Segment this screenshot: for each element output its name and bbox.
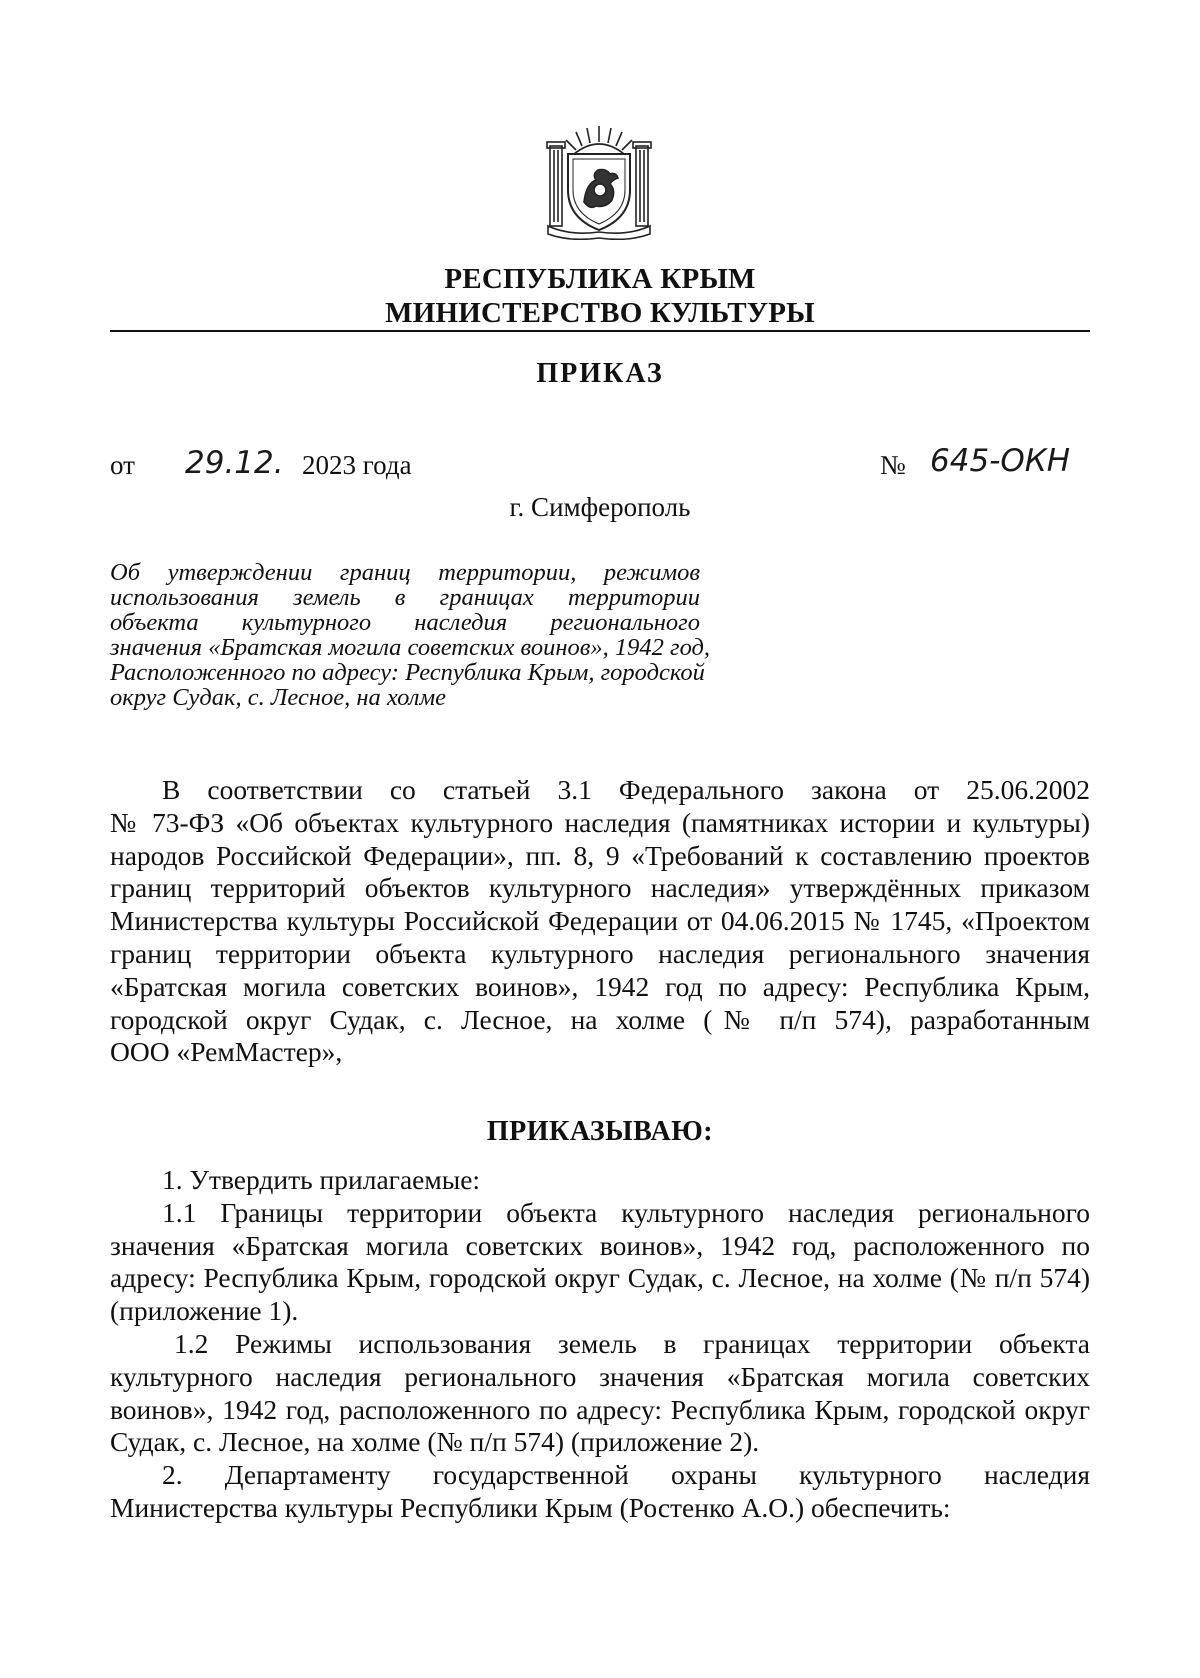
preamble-line: № 73-ФЗ «Об объектах культурного наследия (памятниках истории и культуры) [110,806,1090,838]
preamble-line: границ территории объекта культурного наследия регионального значения [110,937,1090,969]
item-2-line: 2. Департаменту государственной охраны культурного наследия [162,1459,1090,1491]
item-1-1-line: адресу: Республика Крым, городской округ Судак, с. Лесное, на холме (№ п/п 574) [110,1262,1090,1294]
order-items [110,1164,1090,1525]
subject-line: Об утверждении границ территории, режимов [110,559,700,586]
header-ministry: МИНИСТЕРСТВО КУЛЬТУРЫ [385,297,815,329]
city: г. Симферополь [509,492,691,522]
handwritten-order-number: 645-ОКН [930,443,1071,479]
item-1-1-line: 1.1 Границы территории объекта культурного наследия регионального [162,1196,1090,1228]
order-title: ПРИКАЗ [536,358,664,389]
date-from-label: от [110,450,135,480]
preamble-line: Министерства культуры Российской Федерации от 04.06.2015 № 1745, «Проектом [110,905,1090,937]
item-1-2-line: воинов», 1942 год, расположенного по адресу: Республика Крым, городской округ [110,1393,1090,1425]
item-1-2-line: культурного наследия регионального значения «Братская могила советских [110,1360,1090,1392]
preamble-line: «Братская могила советских воинов», 1942 год по адресу: Республика Крым, [110,970,1090,1002]
order-subject [110,559,711,711]
preamble-line: народов Российской Федерации», пп. 8, 9 «Требований к составлению проектов [110,839,1090,871]
date-year: 2023 года [302,450,412,480]
item-1: 1. Утвердить прилагаемые: [162,1164,481,1195]
preamble-line: границ территорий объектов культурного наследия» утверждённых приказом [110,872,1090,904]
item-1-1-line: (приложение 1). [110,1295,299,1327]
subject-line: объекта культурного наследия регионального [110,609,700,636]
orders-heading: ПРИКАЗЫВАЮ: [486,1116,714,1147]
item-1-1-line: значения «Братская могила советских воинов», 1942 год, расположенного по [110,1229,1090,1261]
item-1-2-line: 1.2 Режимы использования земель в границах территории объекта [174,1327,1090,1359]
item-1-2-line: Судак, с. Лесное, на холме (№ п/п 574) (приложение 2). [110,1426,760,1458]
header-divider [110,330,1090,332]
crimea-coat-of-arms-icon [540,120,658,240]
header-republic: РЕСПУБЛИКА КРЫМ [444,263,756,295]
subject-line: значения «Братская могила советских воинов», 1942 год, [110,634,711,661]
subject-line: использования земель в границах территории [110,584,700,611]
handwritten-date: 29.12. [185,445,284,481]
preamble-paragraph [110,774,1090,1069]
preamble-line: ООО «РемМастер», [110,1036,343,1068]
subject-line: округ Судак, с. Лесное, на холме [110,684,446,711]
subject-line: Расположенного по адресу: Республика Крым, городской [110,659,705,686]
item-2-line: Министерства культуры Республики Крым (Ростенко А.О.) обеспечить: [110,1491,951,1523]
preamble-line: городской округ Судак, с. Лесное, на холме (№ п/п 574), разработанным [110,1003,1090,1035]
preamble-line: В соответствии со статьей 3.1 Федерального закона от 25.06.2002 [162,774,1090,805]
number-label: № [880,450,906,480]
